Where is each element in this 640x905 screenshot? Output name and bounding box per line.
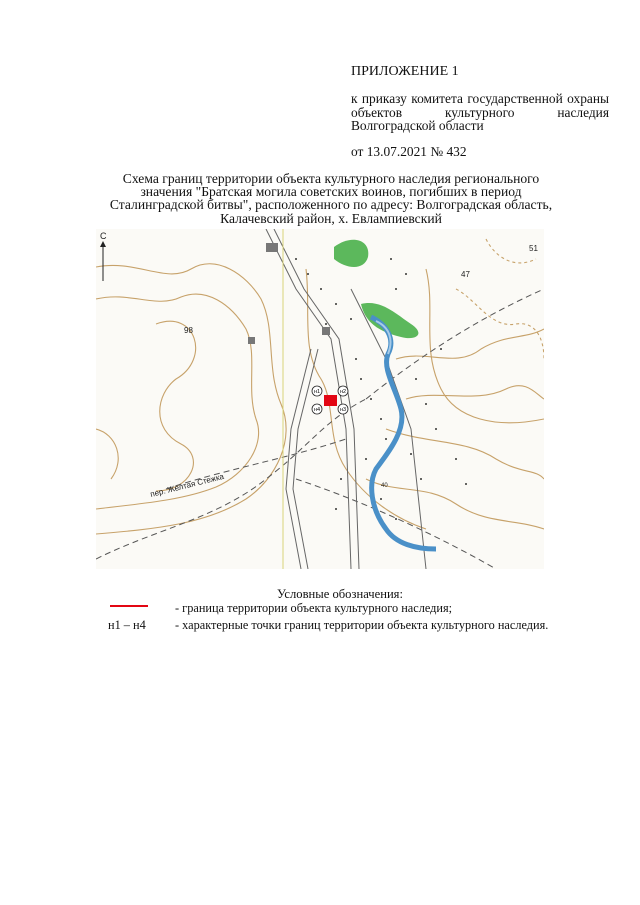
point-n1: н1 bbox=[313, 389, 321, 395]
legend-title: Условные обозначения: bbox=[277, 587, 403, 601]
point-n3: н3 bbox=[339, 407, 347, 413]
point-n4: н4 bbox=[313, 407, 321, 413]
object-boundary bbox=[324, 395, 337, 406]
legend-boundary-line bbox=[110, 605, 148, 607]
label-98: 98 bbox=[184, 326, 193, 335]
street-label: пер. Желтая Стежка bbox=[149, 471, 225, 499]
label-51: 51 bbox=[529, 244, 538, 253]
north-label: С bbox=[100, 231, 107, 241]
legend-line-description: - граница территории объекта культурного наследия; bbox=[175, 601, 453, 615]
appendix-body: к приказу комитета государственной охраны объектов культурного наследия Волгоградской области bbox=[351, 91, 609, 133]
appendix-block bbox=[351, 64, 609, 159]
label-47: 47 bbox=[461, 270, 470, 279]
appendix-date: от 13.07.2021 № 432 bbox=[351, 143, 467, 159]
point-n2: н2 bbox=[339, 389, 347, 395]
legend-points-description: - характерные точки границ территории объекта культурного наследия. bbox=[175, 618, 549, 632]
label-40: 40 bbox=[381, 483, 388, 489]
appendix-title: ПРИЛОЖЕНИЕ 1 bbox=[351, 64, 459, 79]
legend-points-label: н1 – н4 bbox=[108, 618, 146, 632]
map-image bbox=[96, 229, 544, 569]
scheme-title: Схема границ территории объекта культурного наследия регионального значения "Братская могила советских воинов, погибших в период Сталинградской битвы", расположенного по адресу: Волгоградская область, Калачевский район, х. Евлампиевский bbox=[109, 171, 553, 226]
